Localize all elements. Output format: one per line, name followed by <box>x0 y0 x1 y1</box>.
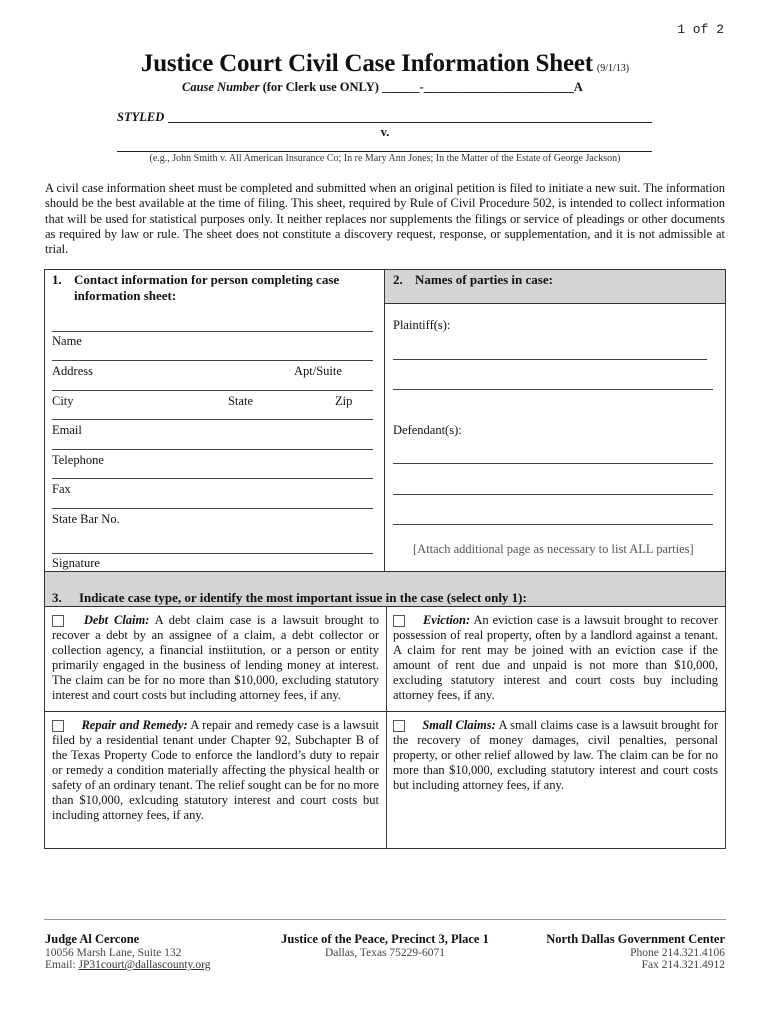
plaintiff-field-1[interactable] <box>393 359 707 360</box>
case-small-claims <box>393 718 718 793</box>
defendants-label: Defendant(s): <box>393 423 462 437</box>
city-label: City <box>52 394 74 408</box>
footer-rule <box>44 919 726 920</box>
cause-number-blank[interactable]: ______-________________________A <box>382 80 583 94</box>
name-label: Name <box>52 334 82 348</box>
fax-field[interactable] <box>52 478 373 479</box>
state-label: State <box>228 394 253 408</box>
small-claims-text: A small claims case is a lawsuit brought for the recovery of money damages, civil penalties, personal property, or other relief allowed by law. The claim can be for no more than $10,000, excluding statutory interest and court costs but including attorney fees, if any. <box>393 718 719 792</box>
section-3-horizontal-divider <box>45 711 725 712</box>
small-claims-checkbox[interactable] <box>393 720 405 732</box>
email-label: Email <box>52 423 82 437</box>
section-3-title: Indicate case type, or identify the most important issue in the case (select only 1): <box>79 590 527 605</box>
name-field[interactable] <box>52 331 373 332</box>
section-1-title: Contact information for person completing case information sheet: <box>74 272 340 303</box>
case-debt-claim <box>52 613 379 703</box>
footer-right <box>546 932 725 971</box>
page-title <box>0 50 770 78</box>
page-number: 1 of 2 <box>677 22 724 37</box>
styled-example: (e.g., John Smith v. All American Insurance Co; In re Mary Ann Jones; In the Matter of the Estate of George Jackson) <box>149 153 621 164</box>
court-address: 10056 Marsh Lane, Suite 132 <box>45 947 182 959</box>
section-2-title: Names of parties in case: <box>415 272 553 287</box>
versus-label: v. <box>380 125 390 139</box>
section-3-vertical-divider <box>386 607 387 849</box>
cause-number-label: Cause Number <box>182 80 260 94</box>
court-fax: Fax 214.321.4912 <box>641 959 725 971</box>
section-3-header-bottom <box>45 606 725 607</box>
section-1-number: 1. <box>52 272 62 287</box>
attach-note: [Attach additional page as necessary to list ALL parties] <box>413 542 694 556</box>
government-center: North Dallas Government Center <box>546 932 725 946</box>
apt-suite-label: Apt/Suite <box>294 364 342 378</box>
email-field[interactable] <box>52 419 373 420</box>
eviction-text: An eviction case is a lawsuit brought to recover possession of real property, often by a landlord against a tenant. A claim for rent may be joined with an eviction case if the amount of rent due and unpaid is not more than $10,000, excluding statutory interest and court costs buy including attorney fees, if any. <box>393 613 719 702</box>
sections-divider <box>384 270 385 572</box>
defendant-field-3[interactable] <box>393 524 713 525</box>
eviction-checkbox[interactable] <box>393 615 405 627</box>
title-date: (9/1/13) <box>596 63 630 74</box>
telephone-label: Telephone <box>52 453 104 467</box>
eviction-title: Eviction: <box>422 613 471 627</box>
fax-label: Fax <box>52 482 71 496</box>
plaintiff-field-2[interactable] <box>393 389 713 390</box>
title-text: Justice Court Civil Case Information Sheet <box>140 50 593 77</box>
precinct-name: Justice of the Peace, Precinct 3, Place 1 <box>281 932 489 946</box>
debt-claim-checkbox[interactable] <box>52 615 64 627</box>
case-eviction <box>393 613 718 703</box>
signature-label: Signature <box>52 556 100 570</box>
sections-1-2-box <box>44 269 726 572</box>
judge-name: Judge Al Cercone <box>45 932 140 946</box>
clerk-note: (for Clerk use ONLY) <box>262 80 379 94</box>
repair-remedy-title: Repair and Remedy: <box>81 718 188 732</box>
state-bar-label: State Bar No. <box>52 512 120 526</box>
address-field[interactable] <box>52 360 373 361</box>
debt-claim-text: A debt claim case is a lawsuit brought to recover a debt by an assignee of a claim, a debt collector or collection agency, a financial instiitution, or a person or entity primarily engaged in the business of lending money at interest. The claim can be for no more than $10,000, excluding statutory interest and court costs but including attorney fees, if any. <box>52 613 380 702</box>
footer-center <box>240 932 530 959</box>
email-label-footer: Email: <box>45 959 76 971</box>
footer-left <box>45 932 211 971</box>
section-2-header-bottom <box>385 303 725 304</box>
zip-label: Zip <box>335 394 353 408</box>
repair-remedy-checkbox[interactable] <box>52 720 64 732</box>
court-phone: Phone 214.321.4106 <box>630 947 725 959</box>
court-city: Dallas, Texas 75229-6071 <box>324 947 446 959</box>
defendant-field-2[interactable] <box>393 494 713 495</box>
small-claims-title: Small Claims: <box>422 718 496 732</box>
plaintiffs-label: Plaintiff(s): <box>393 318 451 332</box>
case-repair-remedy <box>52 718 379 823</box>
court-email-line <box>45 959 211 971</box>
section-2-number: 2. <box>393 272 403 287</box>
repair-remedy-text: A repair and remedy case is a lawsuit filed by a residential tenant under Chapter 92, Subchapter B of the Texas Property Code to enforce the landlord’s duty to repair or remedy a condition materially affecting the physical health or safety of an ordinary tenant. The relief sought can be for no more than $10,000, exlcuding statutory interest and court costs but including attorney fees, if any. <box>52 718 380 822</box>
styled-label: STYLED <box>117 110 165 124</box>
telephone-field[interactable] <box>52 449 373 450</box>
signature-field[interactable] <box>52 553 373 554</box>
address-label: Address <box>52 364 93 378</box>
state-bar-field[interactable] <box>52 508 373 509</box>
styled-input-line[interactable] <box>168 122 652 123</box>
court-email-link[interactable]: JP31court@dallascounty.org <box>78 959 211 971</box>
section-3-number: 3. <box>52 590 62 605</box>
versus-input-line[interactable] <box>117 151 652 152</box>
city-state-zip-field[interactable] <box>52 390 373 391</box>
debt-claim-title: Debt Claim: <box>83 613 150 627</box>
defendant-field-1[interactable] <box>393 463 713 464</box>
cause-number-line <box>182 80 583 95</box>
intro-paragraph: A civil case information sheet must be completed and submitted when an original petition is filed to initiate a new suit. The information should be the best available at the time of filing. This sheet, required by Rule of Civil Procedure 502, is intended to collect information that will be used for statistical purposes only. It neither replaces nor supplements the filings or service of pleadings or other documents as required by law or rule. The sheet does not constitute a discovery request, response, or supplementation, and it is not admissible at trial. <box>45 181 725 257</box>
